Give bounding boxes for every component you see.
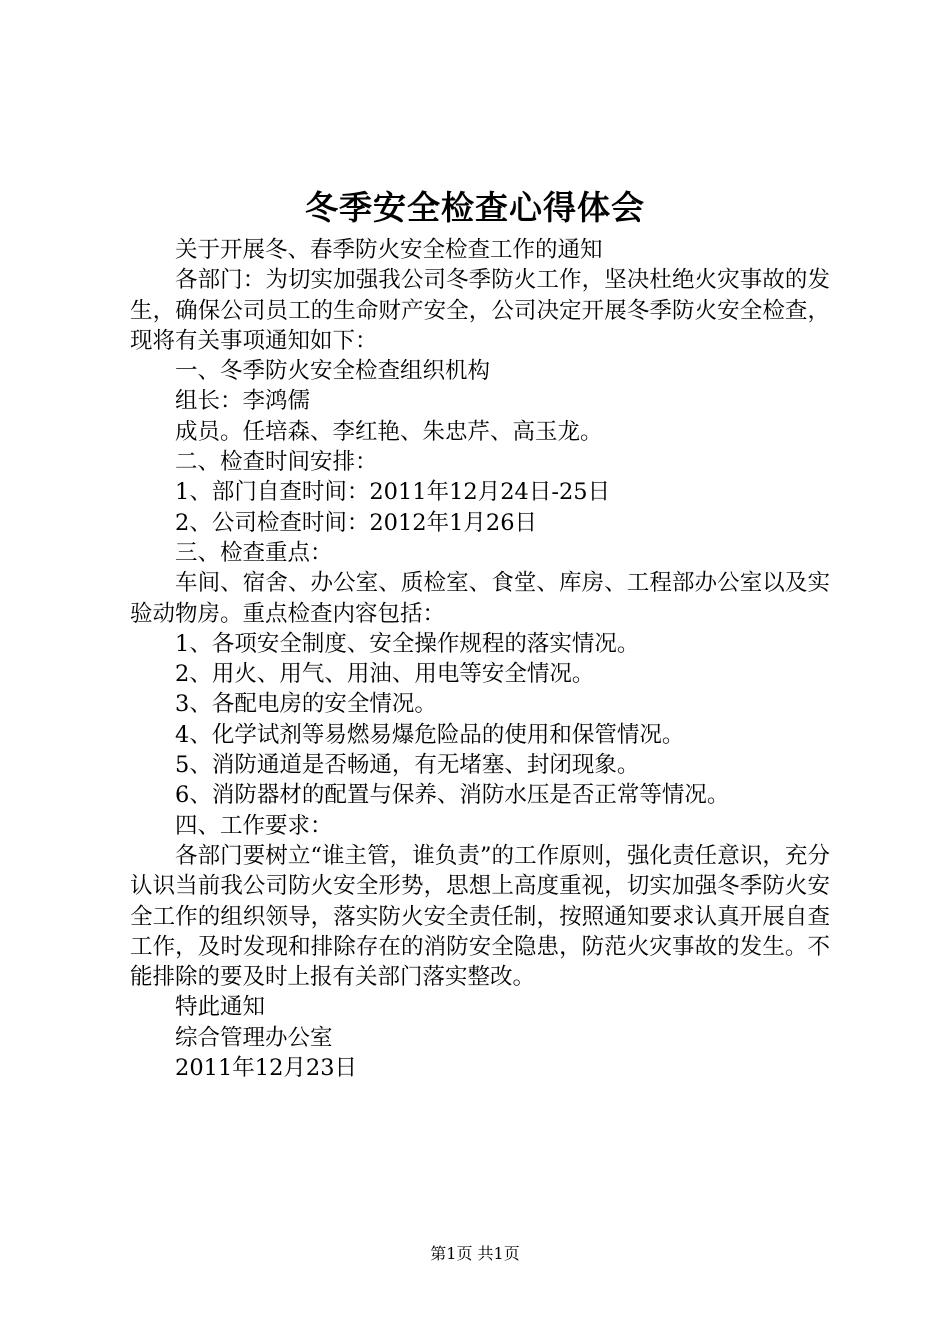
requirements-paragraph: 各部门要树立“谁主管，谁负责”的工作原则，强化责任意识，充分认识当前我公司防火安全形势，思想上高度重视，切实加强冬季防火安全工作的组织领导，落实防火安全责任制，按照通知要求认真开展自查工作，及时发现和排除存在的消防安全隐患，防范火灾事故的发生。不能排除的要及时上报有关部门落实整改。 xyxy=(130,842,830,991)
section-heading-schedule: 二、检查时间安排： xyxy=(175,449,378,476)
issuer-line: 综合管理办公室 xyxy=(175,1024,333,1051)
notice-heading: 关于开展冬、春季防火安全检查工作的通知 xyxy=(175,237,603,263)
team-leader-line: 组长：李鸿儒 xyxy=(175,388,311,415)
section-heading-requirements: 四、工作要求： xyxy=(175,812,333,839)
focus-areas-paragraph: 车间、宿舍、办公室、质检室、食堂、库房、工程部办公室以及实验动物房。重点检查内容包括： xyxy=(130,570,830,627)
section-heading-organization: 一、冬季防火安全检查组织机构 xyxy=(175,358,491,385)
notice-intro-paragraph: 各部门：为切实加强我公司冬季防火工作，坚决杜绝火灾事故的发生，确保公司员工的生命财产安全，公司决定开展冬季防火安全检查，现将有关事项通知如下： xyxy=(130,267,830,354)
team-members-line: 成员。任培森、李红艳、朱忠芹、高玉龙。 xyxy=(175,418,603,445)
focus-item: 5、消防通道是否畅通，有无堵塞、封闭现象。 xyxy=(175,752,640,779)
document-body xyxy=(130,235,830,1083)
page-number-footer: 第1页 共1页 xyxy=(430,1244,520,1263)
focus-item: 1、各项安全制度、安全操作规程的落实情况。 xyxy=(175,630,640,657)
focus-item: 6、消防器材的配置与保养、消防水压是否正常等情况。 xyxy=(175,782,730,809)
schedule-item: 2、公司检查时间：2012年1月26日 xyxy=(175,509,538,536)
issue-date-line: 2011年12月23日 xyxy=(175,1055,358,1082)
focus-item: 3、各配电房的安全情况。 xyxy=(175,691,437,718)
document-title: 冬季安全检查心得体会 xyxy=(305,188,645,227)
schedule-item: 1、部门自查时间：2011年12月24日-25日 xyxy=(175,479,611,506)
focus-item: 4、化学试剂等易燃易爆危险品的使用和保管情况。 xyxy=(175,721,685,748)
focus-item: 2、用火、用气、用油、用电等安全情况。 xyxy=(175,661,595,688)
section-heading-focus: 三、检查重点： xyxy=(175,539,333,566)
closing-line: 特此通知 xyxy=(175,994,266,1021)
